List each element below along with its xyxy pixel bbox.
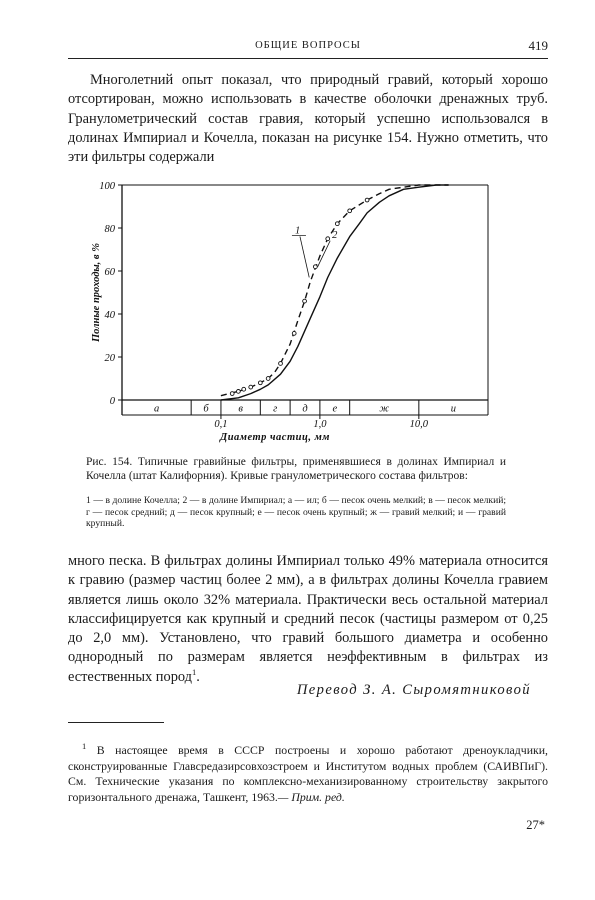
y-tick-label: 60 xyxy=(104,267,115,278)
band-label: в xyxy=(238,403,243,415)
series-1-leader xyxy=(300,236,309,277)
series-1-point xyxy=(258,381,262,385)
y-tick-label: 40 xyxy=(104,310,115,321)
paragraph-2 xyxy=(68,552,548,687)
series-1-label: 1 xyxy=(294,225,301,237)
x-tick-label: 1,0 xyxy=(313,419,327,430)
band-label: ж xyxy=(379,403,390,415)
series-1-point xyxy=(292,331,296,335)
series-1-point xyxy=(303,299,307,303)
figure-154 xyxy=(88,174,508,444)
running-title: ОБЩИЕ ВОПРОСЫ xyxy=(255,40,361,51)
y-tick-label: 20 xyxy=(104,353,115,364)
figure-caption: Рис. 154. Типичные гравийные фильтры, применявшиеся в долинах Импириал и Кочелла (штат Калифорния). Кривые гранулометрического состава фильтров: xyxy=(86,456,506,482)
paragraph-2-text: много песка. В фильтрах долины Импириал только 49% материала относится к гравию (размер частиц более 2 мм), а в фильтрах долины Кочелла гравием является лишь около 32% материала. Практически весь остальной материал классифицируется как крупный и средний песок (частицы размером от 0,25 до 2,0 мм). Установлено, что гравий большого диаметра и особенно однородный по размерам является неэффективным в фильтрах из естественных пород xyxy=(68,553,548,685)
y-axis-title: Полные проходы, в % xyxy=(91,243,102,342)
series-1-point xyxy=(335,222,339,226)
band-label: б xyxy=(203,403,209,415)
footnote-rule xyxy=(68,722,164,723)
series-1-point xyxy=(313,265,317,269)
series-1-point xyxy=(249,385,253,389)
x-tick-label: 0,1 xyxy=(214,419,228,430)
series-1-point xyxy=(230,392,234,396)
printer-signature-mark: 27* xyxy=(526,818,545,832)
y-tick-label: 100 xyxy=(99,181,115,192)
band-label: а xyxy=(153,403,160,415)
y-tick-label: 0 xyxy=(109,396,115,407)
x-axis-title: Диаметр частиц, мм xyxy=(220,432,330,443)
footnote-text: В настоящее время в СССР построены и хорошо работают дреноукладчики, сконструированные Главсредазирсовхозстроем и Институтом водных проблем (САИВПиГ). См. Технические указания по комплексно-механизированному строительству закрытого горизонтального дренажа, Ташкент, 1963. xyxy=(68,743,549,804)
series-2-line xyxy=(221,185,449,400)
series-1-line xyxy=(221,185,449,396)
grain-size-chart xyxy=(88,174,508,444)
x-tick-label: 10,0 xyxy=(409,419,429,430)
series-1-point xyxy=(266,377,270,381)
band-label: и xyxy=(450,403,457,415)
page-number: 419 xyxy=(528,38,548,53)
series-1-point xyxy=(326,237,330,241)
footnote xyxy=(68,743,548,805)
series-2-leader xyxy=(318,241,330,267)
footnote-mark: 1 xyxy=(82,741,87,752)
running-header xyxy=(68,38,548,59)
series-1-point xyxy=(236,390,240,394)
footnote-editor-note: — Прим. ред. xyxy=(277,789,345,804)
series-1-point xyxy=(365,198,369,202)
band-label: г xyxy=(273,403,278,415)
translator-credit: Перевод З. А. Сыромятниковой xyxy=(296,682,531,698)
footnote-reference: 1 xyxy=(192,666,197,677)
figure-legend-text: 1 — в долине Кочелла; 2 — в долине Импириал; а — ил; б — песок очень мелкий; в — песок мелкий; г — песок средний; д — песок крупный; е — песок очень крупный; ж — гравий мелкий; и — гравий крупный. xyxy=(86,495,506,530)
band-label: д xyxy=(302,403,308,415)
series-1-point xyxy=(242,387,246,391)
series-2-label: 2 xyxy=(332,229,338,241)
series-1-point xyxy=(348,209,352,213)
y-tick-label: 80 xyxy=(104,224,115,235)
paragraph-1: Многолетний опыт показал, что природный гравий, который хорошо отсортирован, можно использовать в качестве оболочки дренажных труб. Гранулометрический состав гравия, который успешно использовался в долинах Импириал и Кочелла, показан на рисунке 154. Нужно отметить, что эти фильтры содержали xyxy=(68,72,548,166)
series-1-point xyxy=(279,362,283,366)
paragraph-2-end: . xyxy=(196,668,200,685)
band-label: е xyxy=(332,403,338,415)
